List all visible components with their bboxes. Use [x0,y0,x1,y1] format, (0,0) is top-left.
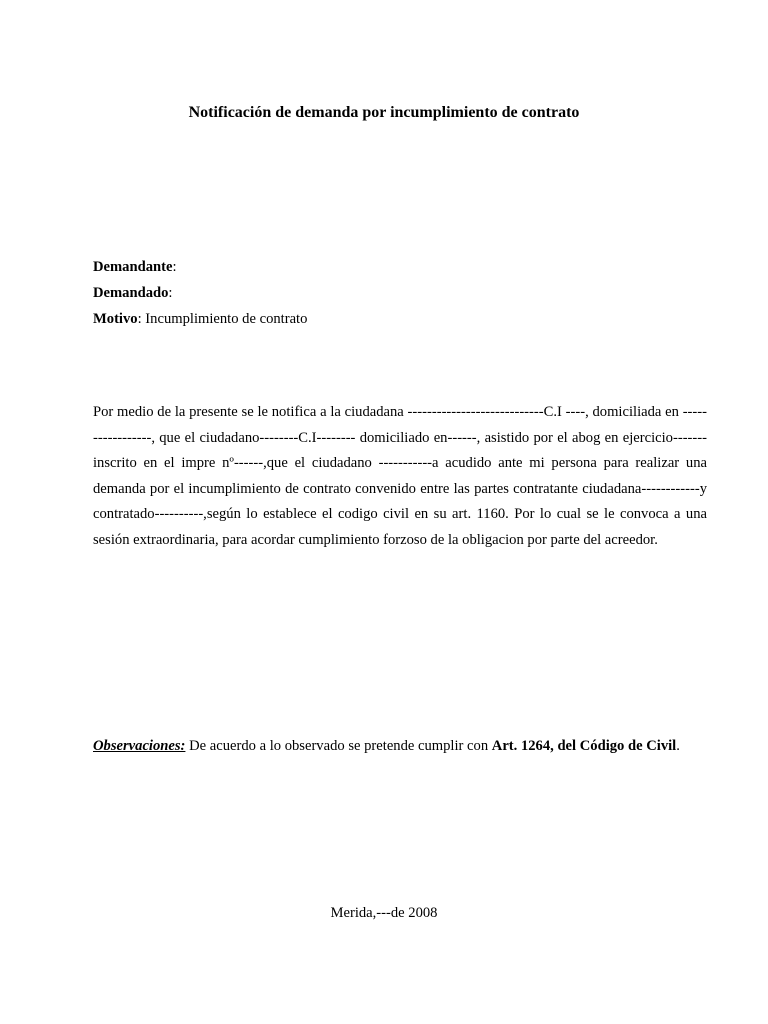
demandante-label: Demandante [93,259,173,275]
observations-text: De acuerdo a lo observado se pretende cumplir con [185,738,492,754]
motivo-label: Motivo [93,311,138,327]
observations-paragraph: Observaciones: De acuerdo a lo observado se pretende cumplir con Art. 1264, del Código de Civil. [93,738,680,754]
demandado-label: Demandado [93,285,169,301]
case-fields [93,254,713,332]
observations-label: Observaciones: [93,738,186,754]
motivo-value: Incumplimiento de contrato [141,311,308,327]
notification-body: Por medio de la presente se le notifica a la ciudadana ----------------------------C.I ----, domiciliada en -----------------, que el ciudadano--------C.I-------- domiciliado en------, asistido por el abog en ejercicio-------inscrito en el impre nº------,que el ciudadano -----------a acudido ante mi persona para realizar una demanda por el incumplimiento de contrato convenido entre las partes contratante ciudadana------------y contratado----------,según lo establece el codigo civil en su art. 1160. Por lo cual se le convoca a una sesión extraordinaria, para acordar cumplimiento forzoso de la obligacion por parte del acreedor. [93,404,707,548]
demandante-field: Demandante: [93,259,177,275]
document-title: Notificación de demanda por incumplimiento de contrato [188,104,580,121]
observations-reference: Art. 1264, del Código de Civil [491,738,677,754]
motivo-field: Motivo: Incumplimiento de contrato [93,311,308,327]
document-date: Merida,---de 2008 [330,905,438,921]
demandado-field: Demandado: [93,285,173,301]
